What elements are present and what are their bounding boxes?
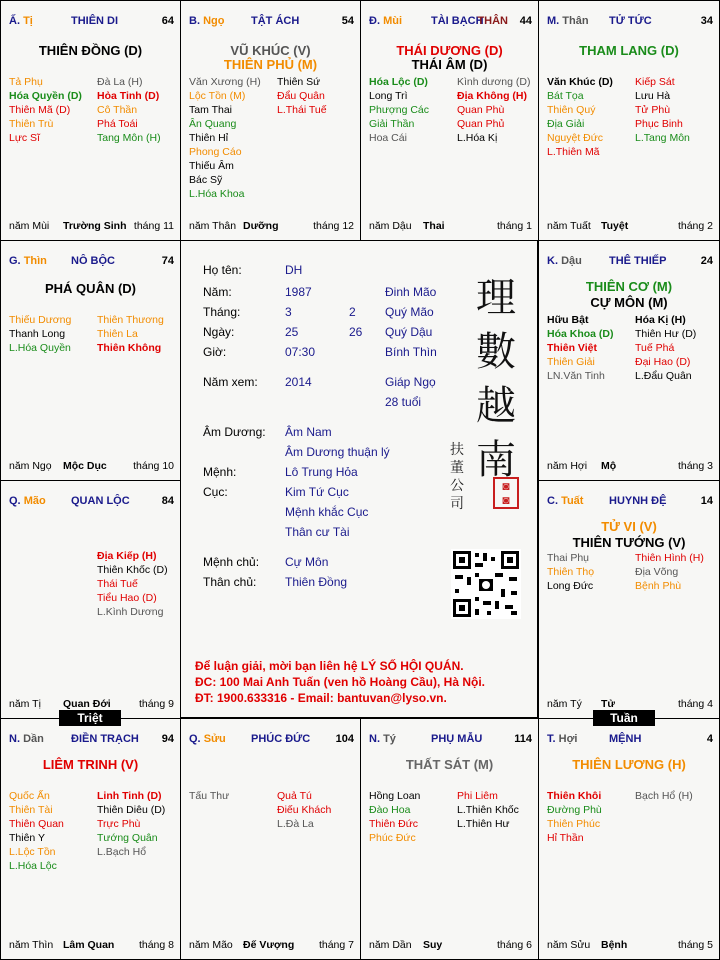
palace-footer: năm Mão Đế Vượng tháng 7 bbox=[189, 939, 354, 951]
label-menh: Mệnh: bbox=[203, 465, 237, 479]
value-year-canchi: Đinh Mão bbox=[385, 285, 437, 299]
palace-mui[interactable] bbox=[360, 0, 539, 241]
palace-branch: G. Thìn bbox=[9, 255, 47, 267]
palace-name: ĐIỀN TRẠCH bbox=[71, 733, 139, 745]
label-menh-chu: Mệnh chủ: bbox=[203, 555, 260, 569]
red-seal-icon: ◙ ◙ bbox=[493, 477, 519, 509]
palace-branch: B. Ngọ bbox=[189, 15, 225, 27]
value-name: DH bbox=[285, 263, 303, 277]
palace-branch: Đ. Mùi bbox=[369, 15, 403, 27]
value-month-lunar: 2 bbox=[349, 305, 356, 319]
than-marker: THÂN bbox=[477, 15, 508, 27]
label-cuc: Cục: bbox=[203, 485, 228, 499]
palace-age: 84 bbox=[161, 495, 174, 507]
label-month: Tháng: bbox=[203, 305, 241, 319]
major-star: THẤT SÁT (M) bbox=[405, 757, 494, 772]
value-month-solar: 3 bbox=[285, 305, 292, 319]
stars-left: Hồng Loan Đào Hoa Thiên Đức Phúc Đức bbox=[369, 790, 421, 844]
contact-line-2: ĐC: 100 Mai Anh Tuấn (ven hồ Hoàng Cầu), Hà Nội. bbox=[195, 675, 486, 689]
stars-left: Văn Xương (H) Lộc Tồn (M) Tam Thai Ân Quang Thiên Hỉ Phong Cáo Thiếu Âm Bác Sỹ L.Hóa Khoa bbox=[189, 76, 261, 200]
stars-left: Tấu Thư bbox=[189, 790, 230, 802]
palace-age: 114 bbox=[514, 733, 532, 745]
stars-right: Đà La (H) Hỏa Tinh (D) Cô Thần Phá Toái Tang Môn (H) bbox=[97, 76, 161, 144]
qr-code-icon[interactable] bbox=[451, 549, 521, 619]
palace-name: NÔ BỘC bbox=[71, 255, 115, 267]
palace-name: MỆNH bbox=[609, 733, 642, 745]
palace-name: PHỤ MẪU bbox=[431, 733, 483, 745]
palace-name: HUYNH ĐỆ bbox=[609, 495, 667, 507]
stars-left: Thiếu Dương Thanh Long L.Hóa Quyền bbox=[9, 314, 72, 354]
palace-footer: năm Thân Dưỡng tháng 12 bbox=[189, 220, 354, 232]
palace-footer: năm Thìn Lâm Quan tháng 8 bbox=[9, 939, 174, 951]
stars-right: Địa Kiếp (H) Thiên Khốc (D) Thái Tuế Tiểu Hao (D) L.Kình Dương bbox=[97, 550, 168, 618]
major-star: THÁI ÂM (D) bbox=[411, 57, 488, 72]
major-star: CỰ MÔN (M) bbox=[590, 295, 668, 310]
stars-left: Thai Phụ Thiên Thọ Long Đức bbox=[547, 552, 595, 592]
center-info-panel bbox=[180, 240, 538, 718]
value-day-solar: 25 bbox=[285, 325, 299, 339]
stars-right: Thiên Hình (H) Địa Võng Bệnh Phù bbox=[635, 552, 704, 592]
value-year: 1987 bbox=[285, 285, 312, 299]
value-cuc: Kim Tứ Cục bbox=[285, 485, 349, 499]
value-amduong-note: Âm Dương thuận lý bbox=[285, 445, 390, 459]
stars-left: Quốc Ấn Thiên Tài Thiên Quan Thiên Y L.Lộc Tồn L.Hóa Lộc bbox=[9, 790, 64, 872]
palace-age: 94 bbox=[161, 733, 174, 745]
palace-age: 34 bbox=[700, 15, 713, 27]
palace-thin[interactable] bbox=[0, 240, 181, 481]
value-than-cu: Thân cư Tài bbox=[285, 525, 350, 539]
palace-age: 4 bbox=[706, 733, 713, 745]
major-star: VŨ KHÚC (V) bbox=[230, 43, 311, 58]
value-hour: 07:30 bbox=[285, 345, 316, 359]
major-star: THIÊN CƠ (M) bbox=[585, 279, 673, 294]
value-than-chu: Thiên Đồng bbox=[285, 575, 348, 589]
palace-footer: năm Ngọ Mộc Dục tháng 10 bbox=[9, 460, 174, 472]
major-star: TỬ VI (V) bbox=[601, 519, 657, 534]
calligraphy-subtitle: 扶 董 公 司 bbox=[450, 442, 464, 512]
value-amduong: Âm Nam bbox=[285, 425, 332, 439]
contact-line-1: Để luận giải, mời bạn liên hệ LÝ SỐ HỘI QUÁN. bbox=[195, 659, 464, 673]
palace-branch: T. Hợi bbox=[547, 733, 578, 745]
palace-than[interactable] bbox=[538, 0, 720, 241]
palace-ty[interactable] bbox=[0, 0, 181, 241]
palace-footer: năm Hợi Mộ tháng 3 bbox=[547, 460, 713, 472]
palace-footer: năm Tị Quan Đới tháng 9 bbox=[9, 698, 174, 710]
label-name: Họ tên: bbox=[203, 263, 242, 277]
stars-right: Quả Tú Điếu Khách L.Đà La bbox=[277, 790, 332, 830]
palace-age: 74 bbox=[161, 255, 174, 267]
major-star: THIÊN LƯƠNG (H) bbox=[572, 757, 686, 772]
palace-name: QUAN LỘC bbox=[71, 495, 130, 507]
major-star: LIÊM TRINH (V) bbox=[42, 757, 139, 772]
palace-dau[interactable] bbox=[538, 240, 720, 481]
palace-branch: K. Dậu bbox=[547, 255, 582, 267]
palace-dan[interactable] bbox=[0, 718, 181, 960]
value-day-canchi: Quý Dậu bbox=[385, 325, 433, 339]
palace-branch: C. Tuất bbox=[547, 495, 584, 507]
palace-ty-water[interactable] bbox=[360, 718, 539, 960]
palace-footer: năm Sửu Bệnh tháng 5 bbox=[547, 939, 713, 951]
stars-left: Văn Khúc (D) Bát Tọa Thiên Quý Địa Giải Nguyệt Đức L.Thiên Mã bbox=[547, 76, 613, 158]
palace-suu[interactable] bbox=[180, 718, 361, 960]
palace-branch: N. Dần bbox=[9, 733, 44, 745]
stars-right: Bạch Hổ (H) bbox=[635, 790, 693, 802]
palace-footer: năm Mùi Trường Sinh tháng 11 bbox=[9, 220, 174, 232]
palace-name: TẬT ÁCH bbox=[251, 15, 300, 27]
palace-age: 44 bbox=[519, 15, 532, 27]
major-star: PHÁ QUÂN (D) bbox=[45, 281, 136, 296]
label-year: Năm: bbox=[203, 285, 232, 299]
palace-footer: năm Dần Suy tháng 6 bbox=[369, 939, 532, 951]
stars-right: Phi Liêm L.Thiên Khốc L.Thiên Hư bbox=[457, 790, 519, 830]
palace-branch: Q. Sửu bbox=[189, 733, 226, 745]
palace-branch: N. Tý bbox=[369, 733, 396, 745]
label-than-chu: Thân chủ: bbox=[203, 575, 257, 589]
value-menh: Lô Trung Hỏa bbox=[285, 465, 358, 479]
stars-left: Thiên Khôi Đường Phù Thiên Phúc Hỉ Thần bbox=[547, 790, 602, 844]
stars-right: Kiếp Sát Lưu Hà Tử Phù Phục Binh L.Tang Môn bbox=[635, 76, 690, 144]
major-star: THIÊN TƯỚNG (V) bbox=[572, 535, 686, 550]
calligraphy-title: 理 數 越 南 bbox=[476, 275, 516, 483]
palace-age: 104 bbox=[335, 733, 354, 745]
palace-age: 14 bbox=[700, 495, 713, 507]
palace-branch: Q. Mão bbox=[9, 495, 46, 507]
value-hour-canchi: Bính Thìn bbox=[385, 345, 437, 359]
value-day-lunar: 26 bbox=[349, 325, 363, 339]
palace-age: 24 bbox=[700, 255, 713, 267]
palace-branch: M. Thân bbox=[547, 15, 589, 27]
label-view-year: Năm xem: bbox=[203, 375, 258, 389]
palace-name: THIÊN DI bbox=[71, 15, 119, 27]
contact-line-3[interactable]: ĐT: 1900.633316 - Email: bantuvan@lyso.vn. bbox=[195, 691, 447, 705]
palace-name: TÀI BẠCH bbox=[431, 15, 484, 27]
stars-right: Thiên Sứ Đẩu Quân L.Thái Tuế bbox=[277, 76, 327, 116]
palace-footer: năm Tý Tử tháng 4 bbox=[547, 698, 713, 710]
value-view-canchi: Giáp Ngọ bbox=[385, 375, 436, 389]
value-menh-chu: Cự Môn bbox=[285, 555, 329, 569]
palace-footer: năm Dậu Thai tháng 1 bbox=[369, 220, 532, 232]
palace-footer: năm Tuất Tuyệt tháng 2 bbox=[547, 220, 713, 232]
stars-right: Kình dương (D) Địa Không (H) Quan Phù Quan Phủ L.Hóa Kị bbox=[457, 76, 531, 144]
tuan-tag: Tuần bbox=[593, 710, 655, 726]
palace-name: THÊ THIẾP bbox=[609, 255, 667, 267]
label-amduong: Âm Dương: bbox=[203, 425, 266, 439]
label-hour: Giờ: bbox=[203, 345, 227, 359]
major-star: THIÊN ĐỒNG (D) bbox=[38, 43, 143, 58]
stars-right: Thiên Thương Thiên La Thiên Không bbox=[97, 314, 164, 354]
value-month-canchi: Quý Mão bbox=[385, 305, 434, 319]
palace-branch: Ấ. Tị bbox=[9, 15, 33, 27]
value-cuc-note: Mệnh khắc Cục bbox=[285, 505, 369, 519]
label-day: Ngày: bbox=[203, 325, 235, 339]
palace-mao[interactable] bbox=[0, 480, 181, 719]
major-star: THIÊN PHỦ (M) bbox=[223, 57, 318, 72]
palace-tuat[interactable] bbox=[538, 480, 720, 719]
palace-hoi[interactable] bbox=[538, 718, 720, 960]
palace-age: 54 bbox=[341, 15, 354, 27]
stars-right: Linh Tinh (D) Thiên Diêu (D) Trực Phù Tướng Quân L.Bạch Hổ bbox=[97, 790, 166, 858]
palace-name: PHÚC ĐỨC bbox=[251, 733, 311, 745]
palace-name: TỬ TỨC bbox=[609, 15, 652, 27]
triet-tag: Triệt bbox=[59, 710, 121, 726]
major-star: THÁI DƯƠNG (D) bbox=[396, 43, 503, 58]
major-star: THAM LANG (D) bbox=[579, 43, 679, 58]
palace-ngo[interactable] bbox=[180, 0, 361, 241]
value-view-year: 2014 bbox=[285, 375, 312, 389]
stars-right: Hóa Kị (H) Thiên Hư (D) Tuế Phá Đại Hao (D) L.Đẩu Quân bbox=[635, 314, 697, 382]
stars-left: Tả Phụ Hóa Quyền (D) Thiên Mã (D) Thiên Trù Lực Sĩ bbox=[9, 76, 82, 144]
value-age: 28 tuổi bbox=[385, 395, 422, 409]
palace-age: 64 bbox=[161, 15, 174, 27]
stars-left: Hữu Bật Hóa Khoa (D) Thiên Việt Thiên Giải LN.Văn Tinh bbox=[547, 314, 614, 382]
stars-left: Hóa Lộc (D) Long Trì Phượng Các Giải Thần Hoa Cái bbox=[369, 76, 430, 144]
